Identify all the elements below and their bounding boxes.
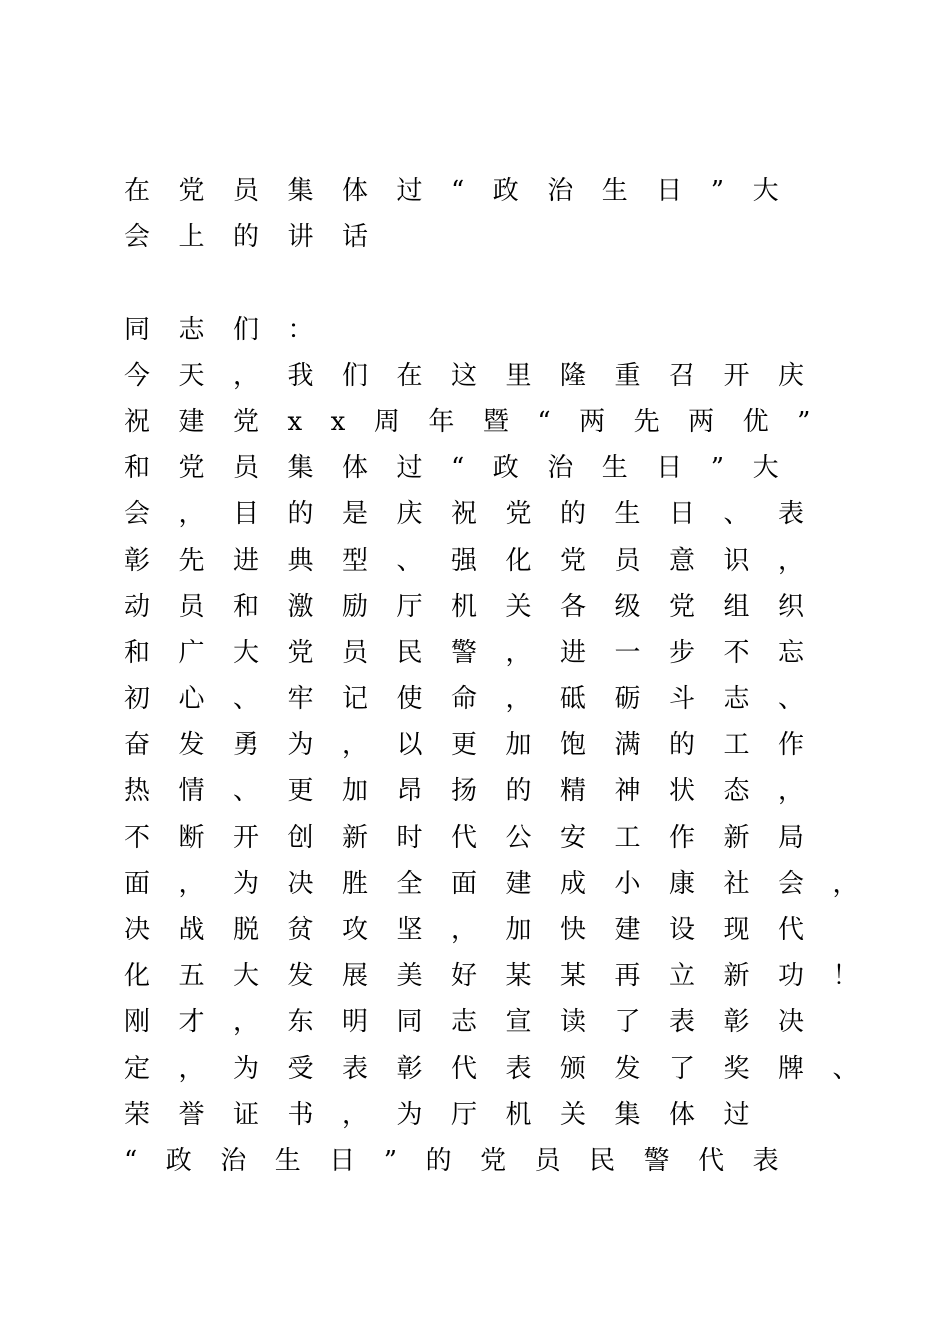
body-line: 今天，我们在这里隆重召开庆 — [124, 360, 833, 391]
body-line: 和广大党员民警，进一步不忘 — [124, 637, 833, 668]
body-line: 化五大发展美好某某再立新功！ — [124, 961, 888, 992]
body-line: 初心、牢记使命，砥砺斗志、 — [124, 684, 833, 715]
body-line: 决战脱贫攻坚，加快建设现代 — [124, 915, 833, 945]
body-line: 刚才，东明同志宣读了表彰决 — [124, 1007, 833, 1038]
body-line: 定，为受表彰代表颁发了奖牌、 — [124, 1053, 888, 1084]
body-line: 彰先进典型、强化党员意识， — [124, 545, 833, 576]
body-line: 面，为决胜全面建成小康社会， — [124, 868, 888, 899]
body-line: 和党员集体过“政治生日”大 — [124, 453, 808, 484]
body-line: “政治生日”的党员民警代表 — [124, 1145, 808, 1176]
body-line: 不断开创新时代公安工作新局 — [124, 822, 833, 853]
body-line: 动员和激励厅机关各级党组织 — [124, 591, 833, 622]
body-line: 祝建党xx周年暨“两先两优” — [124, 406, 839, 437]
blank-spacer — [124, 260, 844, 306]
title-line-2: 会上的讲话 — [124, 222, 397, 253]
salutation: 同志们： — [124, 314, 343, 345]
body-line: 会，目的是庆祝党的生日、表 — [124, 499, 833, 530]
body-line: 热情、更加昂扬的精神状态， — [124, 776, 833, 807]
document-body — [124, 168, 888, 1184]
body-line: 荣誉证书，为厅机关集体过 — [124, 1099, 779, 1130]
body-line: 奋发勇为，以更加饱满的工作 — [124, 730, 833, 761]
title-line-1: 在党员集体过“政治生日”大 — [124, 176, 808, 206]
